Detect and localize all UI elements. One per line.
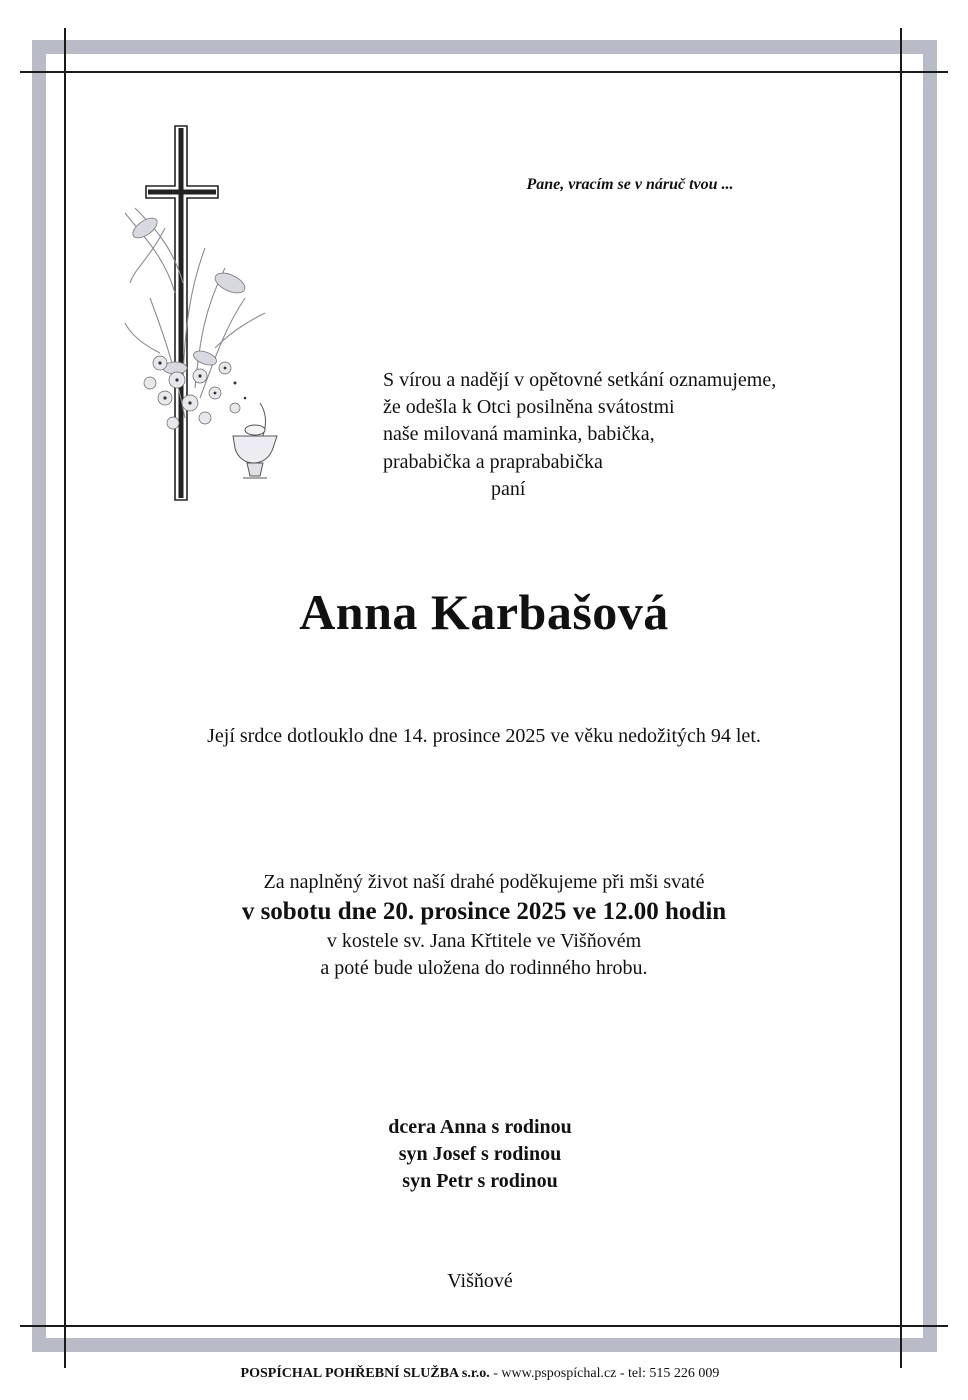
frame-line-right [900,28,902,1368]
honorific: paní [491,478,526,500]
announcement-line: že odešla k Otci posilněna svátostmi [383,396,675,418]
ceremony-location: v kostele sv. Jana Křtitele ve Višňovém [326,930,642,952]
announcement-line: prababička a praprababička [383,451,603,473]
footer-contact: - www.pspospíchal.cz - tel: 515 226 009 [489,1366,720,1381]
death-notice: Její srdce dotlouklo dne 14. prosince 2025 ve věku nedožitých 94 let. [207,725,761,747]
motto: Pane, vracím se v náruč tvou ... [526,176,734,193]
cross-lilies-emblem-icon [105,118,285,508]
mourner-line: dcera Anna s rodinou [388,1116,572,1138]
place: Višňové [447,1270,513,1292]
frame-band-top [32,40,937,54]
frame-line-bottom [20,1325,948,1327]
footer-company: POSPÍCHAL POHŘEBNÍ SLUŽBA s.r.o. [240,1366,490,1381]
ceremony-datetime: v sobotu dne 20. prosince 2025 ve 12.00 hodin [241,898,727,925]
announcement-line: naše milovaná maminka, babička, [383,423,655,445]
frame-band-bottom [32,1338,937,1352]
frame-line-top [20,71,948,73]
mourner-line: syn Josef s rodinou [398,1143,562,1165]
deceased-name: Anna Karbašová [299,584,669,640]
ceremony-burial: a poté bude uložena do rodinného hrobu. [320,957,648,979]
announcement-line: S vírou a nadějí v opětovné setkání oznamujeme, [383,369,777,391]
footer [0,1366,960,1382]
mourner-line: syn Petr s rodinou [402,1170,558,1192]
frame-line-left [64,28,66,1368]
ceremony-intro: Za naplněný život naší drahé poděkujeme při mši svaté [263,871,705,893]
